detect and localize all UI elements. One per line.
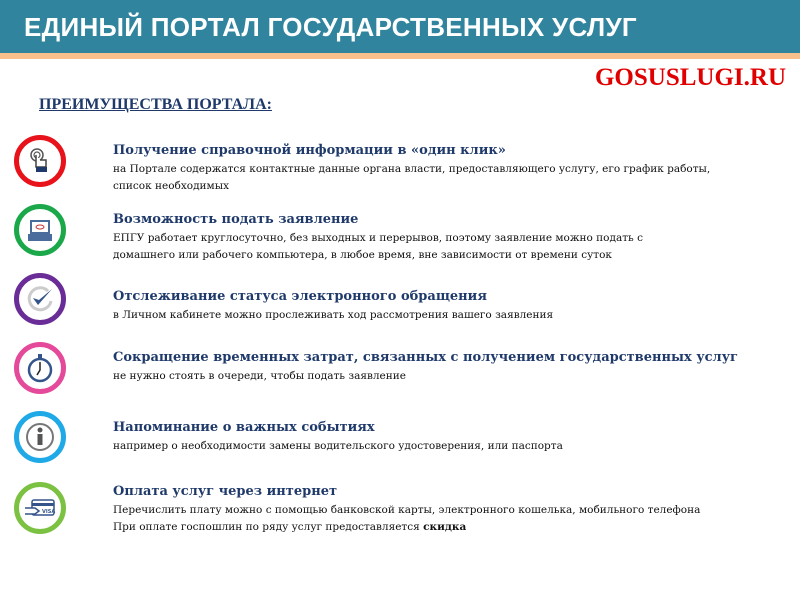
benefit-description: не нужно стоять в очереди, чтобы подать заявление [113,370,406,382]
checkmark-icon [14,273,66,325]
section-heading: ПРЕИМУЩЕСТВА ПОРТАЛА: [39,96,272,113]
benefit-description: ЕПГУ работает круглосуточно, без выходных и перерывов, поэтому заявление можно подать с домашнего или рабочего компьютера, в любое время, вне зависимости от времени суток [113,232,643,261]
credit-card-icon [14,482,66,534]
benefit-title: Получение справочной информации в «один клик» [113,143,506,158]
touch-hand-icon [14,135,66,187]
benefit-title: Отслеживание статуса электронного обращения [113,289,487,304]
site-logo[interactable]: GOSUSLUGI.RU [594,64,786,91]
benefit-description: на Портале содержатся контактные данные органа власти, предоставляющего услугу, его график работы, список необходимых [113,163,711,192]
benefit-title: Возможность подать заявление [113,212,359,227]
laptop-icon [14,204,66,256]
discount-emphasis: скидка [423,521,467,533]
benefit-description: например о необходимости замены водительского удостоверения, или паспорта [113,440,563,452]
page-title: ЕДИНЫЙ ПОРТАЛ ГОСУДАРСТВЕННЫХ УСЛУГ [24,12,637,42]
benefit-title: Оплата услуг через интернет [113,484,338,499]
benefit-title: Сокращение временных затрат, связанных с получением государственных услуг [113,350,739,365]
info-icon [14,411,66,463]
benefit-description: Перечислить плату можно с помощью банковской карты, электронного кошелька, мобильного телефона При оплате госпошлин по ряду услуг предоставляется скидка [113,504,701,533]
benefit-description: в Личном кабинете можно прослеживать ход рассмотрения вашего заявления [113,309,554,321]
benefit-title: Напоминание о важных событиях [113,420,375,435]
card-label: VISA [42,509,56,515]
stopwatch-icon [14,342,66,394]
header-accent-strip [0,53,800,59]
